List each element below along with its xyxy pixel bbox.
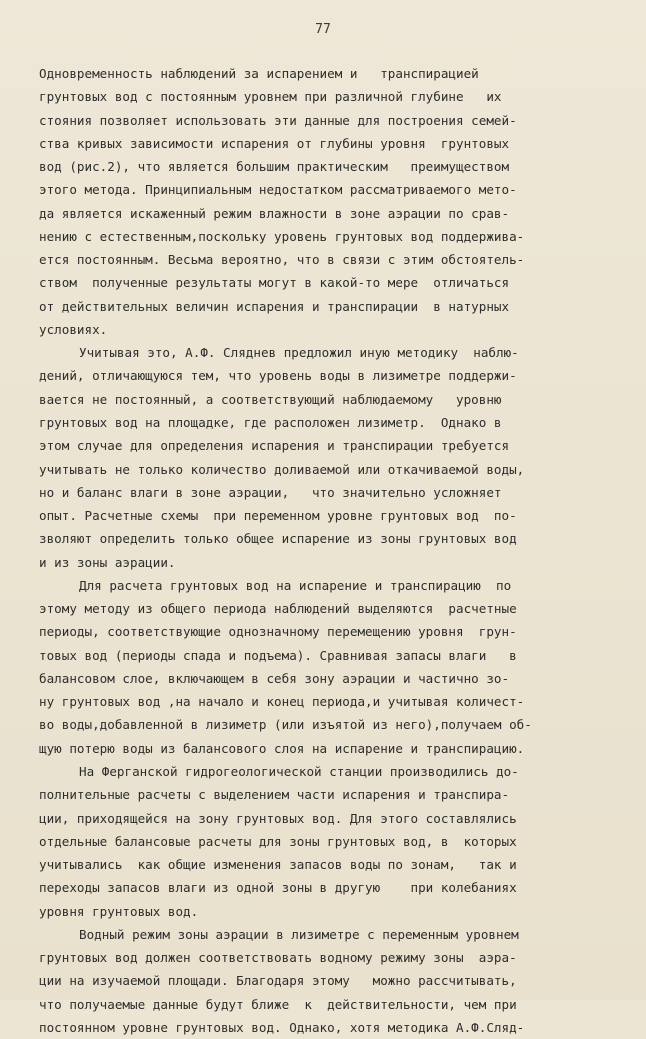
text-line: зволяют определить только общее испарение из зоны грунтовых вод [39,531,517,547]
text-line: ции на изучаемой площади. Благодаря этому можно рассчитывать, [39,973,517,989]
text-line: но и баланс влаги в зоне аэрации, что значительно усложняет [39,484,502,500]
text-line: ну грунтовых вод ,на начало и конец периода,и учитывая количест- [39,694,525,710]
text-line: этому методу из общего периода наблюдений выделяются расчетные [39,601,517,617]
text-line: грунтовых вод должен соответствовать водному режиму зоны аэра- [39,950,517,966]
text-line: товых вод (периоды спада и подъема). Сравнивая запасы влаги в [39,647,517,663]
text-line: грунтовых вод на площадке, где расположен лизиметр. Однако в [39,414,502,430]
page-number: 77 [315,22,331,37]
paragraph-start-line: Водный режим зоны аэрации в лизиметре с переменным уровнем [79,926,519,942]
text-line: балансовом слое, включающем в себя зону аэрации и частично зо- [39,670,510,686]
paragraph-start-line: Для расчета грунтовых вод на испарение и транспирацию по [79,577,512,593]
paragraph-start-line: На Ферганской гидрогеологической станции производились до- [79,763,519,779]
text-line: ства кривых зависимости испарения от глубины уровня грунтовых [39,135,510,151]
text-line: от действительных величин испарения и транспирации в натурных [39,298,510,314]
text-line: учитывать не только количество доливаемой или откачиваемой воды, [39,461,525,477]
text-line: грунтовых вод с постоянным уровнем при различной глубине их [39,89,502,105]
text-line: постоянном уровне грунтовых вод. Однако, хотя методика А.Ф.Сляд- [39,1019,525,1035]
text-line: этого метода. Принципиальным недостатком рассматриваемого мето- [39,182,517,198]
text-line: условиях. [39,321,108,337]
text-line: опыт. Расчетные схемы при переменном уровне грунтовых вод по- [39,508,517,524]
text-line: периоды, соответствующие однозначному перемещению уровня грун- [39,624,517,640]
text-line: нению с естественным,поскольку уровень грунтовых вод поддержива- [39,228,525,244]
text-line: Одновременность наблюдений за испарением и транспирацией [39,66,479,81]
text-line: ством полученные результаты могут в какой-то мере отличаться [39,275,510,291]
text-line: дений, отличающуюся тем, что уровень воды в лизиметре поддержи- [39,368,517,384]
text-line: щую потерю воды из балансового слоя на испарение и транспирацию. [39,740,525,756]
text-line: этом случае для определения испарения и транспирации требуется [39,438,510,454]
text-line: ции, приходящейся на зону грунтовых вод. Для этого составлялись [39,810,517,826]
page-body-text [39,62,609,1039]
text-line: да является искаженный режим влажности в зоне аэрации по срав- [39,205,510,221]
text-line: стояния позволяет использовать эти данные для построения семей- [39,112,517,128]
text-line: ется постоянным. Весьма вероятно, что в связи с этим обстоятель- [39,252,525,268]
text-line: учитывались как общие изменения запасов воды по зонам, так и [39,857,517,873]
text-line: вается не постоянный, а соответствующий наблюдаемому уровню [39,391,502,407]
paragraph-start-line: Учитывая это, А.Ф. Сляднев предложил иную методику наблю- [79,345,519,361]
text-line: переходы запасов влаги из одной зоны в другую при колебаниях [39,880,517,896]
text-line: вод (рис.2), что является большим практическим преимуществом [39,159,510,175]
text-line: отдельные балансовые расчеты для зоны грунтовых вод, в которых [39,833,517,849]
text-line: и из зоны аэрации. [39,554,176,570]
text-line: полнительные расчеты с выделением части испарения и транспира- [39,787,510,803]
text-line: что получаемые данные будут ближе к действительности, чем при [39,996,517,1012]
text-line: во воды,добавленной в лизиметр (или изъятой из него),получаем об- [39,717,532,733]
text-line: уровня грунтовых вод. [39,903,199,919]
